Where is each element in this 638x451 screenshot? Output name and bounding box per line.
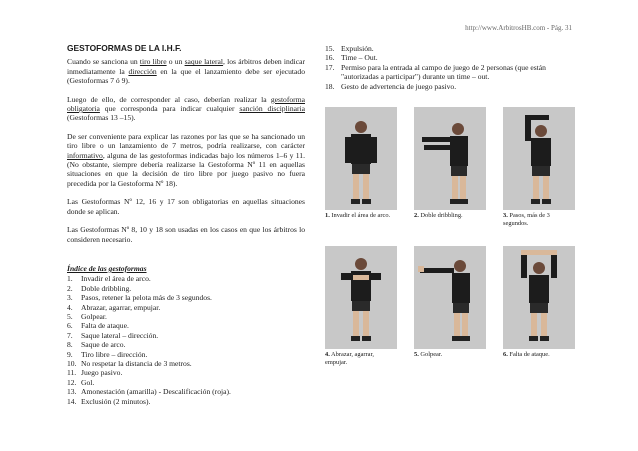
index-item-text: Golpear. [81,311,107,321]
photo-caption-text: Falta de ataque. [509,351,550,358]
paragraph-5: Las Gestoformas Nº 8, 10 y 18 son usadas en los casos en que los árbitros lo consideren necesario. [67,225,305,244]
photo-caption-text: Golpear. [420,351,443,358]
right-column [325,44,581,91]
photo-figure [325,107,397,227]
paragraph-1 [67,57,305,85]
photo-figure [503,246,575,366]
index-item [67,331,305,340]
index-item-text: Exclusión (2 minutos). [81,396,151,406]
photo-figure [503,107,575,227]
text-run: o un [166,57,185,67]
term-sancion-disciplinaria: sanción disciplinaria [239,104,305,114]
paragraph-4: Las Gestoformas Nº 12, 16 y 17 son obligatorias en aquellas situaciones donde se aplican. [67,197,305,216]
index-item-number: 18. [325,81,335,91]
index-item [67,397,305,406]
index-item-text: Saque de arco. [81,340,126,350]
photo-caption-text: Invadir el área de arco. [331,212,391,219]
referee-photo-invadir-area [325,107,397,210]
index-item [67,350,305,359]
photo-caption [414,212,486,220]
photo-row-1 [325,107,575,227]
index-item-number: 13. [67,387,77,397]
left-column [67,44,305,406]
index-item [67,378,305,387]
photo-number: 4. [325,351,330,358]
photo-caption-text: Doble dribbling. [420,212,463,219]
index-item [67,312,305,321]
index-item-number: 17. [325,62,335,72]
index-item [67,359,305,368]
photo-number: 5. [414,351,419,358]
text-run: Luego de ello, de corresponder al caso, deberían realizar la [67,94,271,104]
index-item [67,284,305,293]
term-saque-lateral: saque lateral [184,57,224,67]
photo-caption-text: Pasos, más de 3 segundos. [503,212,550,227]
index-item [325,82,581,91]
text-run: (Gestoformas 13 –15). [67,113,136,123]
index-item-text: Tiro libre – dirección. [81,349,148,359]
index-item [67,293,305,302]
index-item-number: 3. [67,293,73,303]
index-item [67,340,305,349]
photo-figure [325,246,397,366]
term-direccion: dirección [128,66,157,76]
text-run: , alguna de las gestoformas indicadas bajo los números 1–6 y 11. (No obstante, siempre debería realizarse la Gestoforma Nº 11 en aquellas situaciones en que la decisión de tiro libre por juego pasivo no fuera precedida por la Gestoforma Nº 18). [67,150,305,188]
photo-caption [503,351,575,359]
gesture-index-list-continued [325,44,581,91]
referee-photo-abrazar [325,246,397,349]
paragraph-2 [67,95,305,123]
photo-figure [414,246,486,366]
index-item [67,303,305,312]
index-item-text: Doble dribbling. [81,283,132,293]
index-item-text: Saque lateral – dirección. [81,330,159,340]
index-item-number: 9. [67,349,73,359]
index-item [325,53,581,62]
photo-caption [503,212,575,227]
gesture-index-list [67,274,305,406]
photo-number: 2. [414,212,419,219]
index-item-number: 5. [67,311,73,321]
index-item-text: Invadir el área de arco. [81,274,151,284]
text-run: Cuando se sanciona un [67,57,140,67]
photo-caption [325,212,397,220]
index-item-text: Time – Out. [341,53,378,63]
index-item-number: 11. [67,368,77,378]
index-item-number: 8. [67,340,73,350]
text-run: que corresponda para indicar cualquier [99,104,240,114]
index-item [67,387,305,396]
index-item-text: Gesto de advertencia de juego pasivo. [341,81,457,91]
index-item-number: 15. [325,44,335,53]
index-item [325,63,581,82]
index-item-text: Juego pasivo. [81,368,123,378]
photo-number: 6. [503,351,508,358]
index-item-number: 6. [67,321,73,331]
index-item-text: Permiso para la entrada al campo de juego de 2 personas (que están "autorizadas a participar") durante un time – out. [341,62,546,82]
index-item-number: 1. [67,274,73,284]
term-informativo: informativo [67,150,103,160]
index-item [67,274,305,283]
index-title: Índice de las gestoformas [67,263,147,273]
text-run: De ser conveniente para explicar las razones por las que se ha sancionado un tiro libre o un lanzamiento de 7 metros, podría realizarse, con carácter [67,131,305,151]
referee-photo-golpear [414,246,486,349]
text-run: , los árbitros deben indicar inmediatamente la [67,57,306,76]
photo-caption-text: Abrazar, agarrar, empujar. [325,351,374,366]
section-title: GESTOFORMAS DE LA I.H.F. [67,43,182,53]
index-item [67,368,305,377]
photo-row-2 [325,246,575,366]
index-item-number: 2. [67,283,73,293]
index-item-number: 7. [67,330,73,340]
referee-photo-pasos [503,107,575,210]
index-item-text: Abrazar, agarrar, empujar. [81,302,161,312]
index-item-number: 10. [67,358,77,368]
index-item-text: Expulsión. [341,44,374,53]
index-item-number: 4. [67,302,73,312]
text-run: en la que el lanzamiento debe ser ejecutado (Gestoformas 7 ó 9). [67,66,305,86]
photo-number: 1. [325,212,330,219]
photo-caption [325,351,397,366]
term-tiro-libre: tiro libre [139,57,167,67]
photo-number: 3. [503,212,508,219]
paragraph-3 [67,132,305,188]
index-item-number: 14. [67,396,77,406]
index-item [325,44,581,53]
term-gestoforma-obligatoria: gestoforma obligatoria [67,94,305,114]
index-item [67,321,305,330]
referee-photo-doble-dribbling [414,107,486,210]
photo-figure [414,107,486,227]
photo-caption [414,351,486,359]
index-item-number: 12. [67,377,77,387]
page-header: http://www.ArbitrosHB.com - Pág. 31 [465,24,572,32]
index-item-text: No respetar la distancia de 3 metros. [81,358,192,368]
index-item-number: 16. [325,53,335,63]
index-item-text: Gol. [81,377,95,387]
index-item-text: Amonestación (amarilla) - Descalificación (roja). [81,387,231,397]
referee-photo-falta-ataque [503,246,575,349]
index-item-text: Falta de ataque. [81,321,129,331]
index-item-text: Pasos, retener la pelota más de 3 segundos. [81,293,212,303]
